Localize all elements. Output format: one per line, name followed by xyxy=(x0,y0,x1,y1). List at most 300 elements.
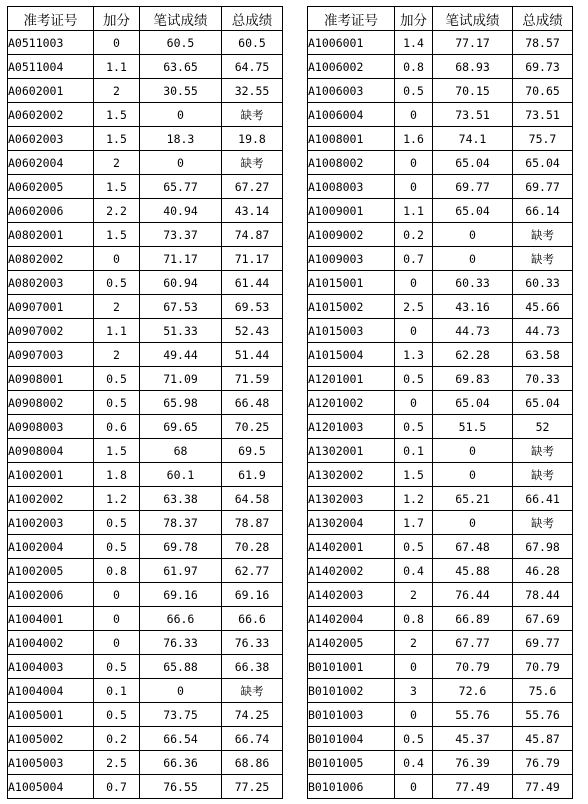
cell-total-score: 缺考 xyxy=(222,679,283,703)
cell-bonus: 0 xyxy=(395,391,433,415)
cell-total-score: 66.6 xyxy=(222,607,283,631)
table-row xyxy=(8,319,283,343)
cell-total-score: 64.75 xyxy=(222,55,283,79)
cell-total-score: 缺考 xyxy=(513,511,573,535)
cell-bonus: 0.8 xyxy=(94,559,140,583)
cell-total-score: 69.73 xyxy=(513,55,573,79)
cell-bonus: 2.5 xyxy=(395,295,433,319)
cell-exam-id: A0602003 xyxy=(8,127,94,151)
cell-exam-id: A1009003 xyxy=(308,247,395,271)
cell-written-score: 0 xyxy=(433,439,513,463)
cell-written-score: 76.39 xyxy=(433,751,513,775)
cell-exam-id: A1402003 xyxy=(308,583,395,607)
cell-written-score: 40.94 xyxy=(140,199,222,223)
table-row xyxy=(8,751,283,775)
table-row xyxy=(308,583,573,607)
table-row xyxy=(8,55,283,79)
cell-bonus: 0 xyxy=(395,655,433,679)
table-row xyxy=(308,415,573,439)
cell-total-score: 74.87 xyxy=(222,223,283,247)
table-row xyxy=(8,511,283,535)
cell-exam-id: A0802003 xyxy=(8,271,94,295)
cell-total-score: 46.28 xyxy=(513,559,573,583)
cell-written-score: 65.21 xyxy=(433,487,513,511)
cell-exam-id: A1002004 xyxy=(8,535,94,559)
score-table-left xyxy=(7,6,283,799)
table-row xyxy=(308,343,573,367)
cell-exam-id: A1002001 xyxy=(8,463,94,487)
cell-bonus: 1.7 xyxy=(395,511,433,535)
cell-written-score: 60.33 xyxy=(433,271,513,295)
cell-written-score: 0 xyxy=(433,463,513,487)
cell-exam-id: A1015002 xyxy=(308,295,395,319)
cell-total-score: 67.98 xyxy=(513,535,573,559)
table-row xyxy=(308,295,573,319)
cell-bonus: 1.5 xyxy=(94,103,140,127)
cell-written-score: 65.88 xyxy=(140,655,222,679)
cell-written-score: 63.38 xyxy=(140,487,222,511)
cell-total-score: 65.04 xyxy=(513,151,573,175)
cell-exam-id: A1009002 xyxy=(308,223,395,247)
cell-bonus: 0 xyxy=(94,583,140,607)
cell-bonus: 2.5 xyxy=(94,751,140,775)
cell-bonus: 0.1 xyxy=(395,439,433,463)
table-row xyxy=(8,223,283,247)
cell-written-score: 67.48 xyxy=(433,535,513,559)
table-row xyxy=(8,199,283,223)
cell-bonus: 1.1 xyxy=(395,199,433,223)
cell-exam-id: A1004002 xyxy=(8,631,94,655)
table-row xyxy=(8,127,283,151)
cell-total-score: 55.76 xyxy=(513,703,573,727)
cell-bonus: 2 xyxy=(94,295,140,319)
table-row xyxy=(8,655,283,679)
cell-total-score: 73.51 xyxy=(513,103,573,127)
cell-written-score: 0 xyxy=(433,511,513,535)
cell-total-score: 75.6 xyxy=(513,679,573,703)
cell-bonus: 0 xyxy=(94,631,140,655)
cell-bonus: 1.5 xyxy=(94,175,140,199)
header-total-score: 总成绩 xyxy=(222,7,283,31)
cell-exam-id: A1009001 xyxy=(308,199,395,223)
cell-written-score: 69.83 xyxy=(433,367,513,391)
cell-written-score: 73.75 xyxy=(140,703,222,727)
table-row xyxy=(308,703,573,727)
cell-bonus: 2 xyxy=(395,583,433,607)
cell-exam-id: A0602001 xyxy=(8,79,94,103)
cell-total-score: 64.58 xyxy=(222,487,283,511)
cell-total-score: 75.7 xyxy=(513,127,573,151)
table-row xyxy=(8,175,283,199)
header-row xyxy=(8,7,283,31)
cell-bonus: 0 xyxy=(94,31,140,55)
cell-written-score: 0 xyxy=(140,103,222,127)
cell-bonus: 0 xyxy=(395,775,433,799)
cell-bonus: 0.8 xyxy=(395,607,433,631)
cell-exam-id: B0101004 xyxy=(308,727,395,751)
table-row xyxy=(308,199,573,223)
cell-total-score: 62.77 xyxy=(222,559,283,583)
cell-bonus: 0.5 xyxy=(94,391,140,415)
cell-written-score: 60.5 xyxy=(140,31,222,55)
cell-exam-id: A1302003 xyxy=(308,487,395,511)
cell-written-score: 77.49 xyxy=(433,775,513,799)
cell-exam-id: A1008003 xyxy=(308,175,395,199)
cell-written-score: 66.36 xyxy=(140,751,222,775)
cell-bonus: 0.5 xyxy=(94,271,140,295)
cell-exam-id: A1005001 xyxy=(8,703,94,727)
cell-bonus: 2 xyxy=(395,631,433,655)
table-row xyxy=(8,367,283,391)
cell-total-score: 51.44 xyxy=(222,343,283,367)
table-row xyxy=(308,319,573,343)
cell-total-score: 77.25 xyxy=(222,775,283,799)
cell-exam-id: A1002003 xyxy=(8,511,94,535)
cell-bonus: 0 xyxy=(395,151,433,175)
cell-total-score: 71.17 xyxy=(222,247,283,271)
table-row xyxy=(8,727,283,751)
table-row xyxy=(8,415,283,439)
table-row xyxy=(308,247,573,271)
table-row xyxy=(8,463,283,487)
table-row xyxy=(8,487,283,511)
cell-written-score: 69.77 xyxy=(433,175,513,199)
cell-total-score: 78.87 xyxy=(222,511,283,535)
cell-written-score: 65.77 xyxy=(140,175,222,199)
table-row xyxy=(308,439,573,463)
cell-bonus: 0.5 xyxy=(94,367,140,391)
cell-bonus: 0 xyxy=(395,271,433,295)
header-written-score: 笔试成绩 xyxy=(433,7,513,31)
cell-exam-id: A1006004 xyxy=(308,103,395,127)
cell-bonus: 1.3 xyxy=(395,343,433,367)
table-row xyxy=(308,103,573,127)
cell-total-score: 45.66 xyxy=(513,295,573,319)
cell-written-score: 0 xyxy=(140,151,222,175)
cell-bonus: 0.5 xyxy=(395,415,433,439)
cell-exam-id: A1005003 xyxy=(8,751,94,775)
cell-written-score: 74.1 xyxy=(433,127,513,151)
table-row xyxy=(308,751,573,775)
cell-bonus: 2 xyxy=(94,343,140,367)
table-row xyxy=(308,31,573,55)
header-written-score: 笔试成绩 xyxy=(140,7,222,31)
cell-total-score: 66.74 xyxy=(222,727,283,751)
cell-written-score: 62.28 xyxy=(433,343,513,367)
header-exam-id: 准考证号 xyxy=(8,7,94,31)
cell-total-score: 缺考 xyxy=(513,439,573,463)
cell-written-score: 0 xyxy=(433,223,513,247)
table-row xyxy=(8,103,283,127)
cell-exam-id: A1402002 xyxy=(308,559,395,583)
table-row xyxy=(308,55,573,79)
cell-total-score: 69.53 xyxy=(222,295,283,319)
cell-total-score: 63.58 xyxy=(513,343,573,367)
cell-bonus: 1.2 xyxy=(395,487,433,511)
cell-total-score: 69.77 xyxy=(513,175,573,199)
table-row xyxy=(308,727,573,751)
cell-written-score: 65.04 xyxy=(433,391,513,415)
cell-exam-id: A0908001 xyxy=(8,367,94,391)
cell-written-score: 44.73 xyxy=(433,319,513,343)
cell-total-score: 66.48 xyxy=(222,391,283,415)
cell-bonus: 0.5 xyxy=(94,655,140,679)
cell-written-score: 76.33 xyxy=(140,631,222,655)
cell-total-score: 缺考 xyxy=(513,463,573,487)
cell-bonus: 3 xyxy=(395,679,433,703)
table-row xyxy=(308,487,573,511)
cell-total-score: 45.87 xyxy=(513,727,573,751)
cell-exam-id: A1015001 xyxy=(308,271,395,295)
table-row xyxy=(308,679,573,703)
cell-written-score: 60.94 xyxy=(140,271,222,295)
cell-total-score: 70.33 xyxy=(513,367,573,391)
cell-written-score: 30.55 xyxy=(140,79,222,103)
cell-exam-id: A0907001 xyxy=(8,295,94,319)
cell-bonus: 2 xyxy=(94,151,140,175)
cell-total-score: 67.27 xyxy=(222,175,283,199)
table-row xyxy=(308,223,573,247)
cell-bonus: 1.1 xyxy=(94,319,140,343)
cell-exam-id: B0101005 xyxy=(308,751,395,775)
cell-exam-id: A1006003 xyxy=(308,79,395,103)
cell-total-score: 76.79 xyxy=(513,751,573,775)
cell-total-score: 60.5 xyxy=(222,31,283,55)
table-row xyxy=(308,559,573,583)
table-row xyxy=(308,175,573,199)
cell-written-score: 71.17 xyxy=(140,247,222,271)
cell-bonus: 1.1 xyxy=(94,55,140,79)
cell-written-score: 67.77 xyxy=(433,631,513,655)
cell-written-score: 18.3 xyxy=(140,127,222,151)
cell-bonus: 0 xyxy=(395,103,433,127)
cell-written-score: 55.76 xyxy=(433,703,513,727)
cell-written-score: 68.93 xyxy=(433,55,513,79)
cell-total-score: 缺考 xyxy=(513,247,573,271)
cell-written-score: 69.78 xyxy=(140,535,222,559)
cell-total-score: 缺考 xyxy=(222,103,283,127)
cell-bonus: 2 xyxy=(94,79,140,103)
header-exam-id: 准考证号 xyxy=(308,7,395,31)
table-row xyxy=(308,463,573,487)
cell-exam-id: B0101003 xyxy=(308,703,395,727)
cell-written-score: 70.15 xyxy=(433,79,513,103)
cell-exam-id: A0907003 xyxy=(8,343,94,367)
cell-written-score: 49.44 xyxy=(140,343,222,367)
cell-bonus: 0.5 xyxy=(94,703,140,727)
cell-exam-id: B0101006 xyxy=(308,775,395,799)
cell-written-score: 65.04 xyxy=(433,151,513,175)
cell-written-score: 43.16 xyxy=(433,295,513,319)
cell-exam-id: A1006001 xyxy=(308,31,395,55)
cell-bonus: 0.5 xyxy=(94,511,140,535)
cell-bonus: 0.4 xyxy=(395,559,433,583)
cell-total-score: 68.86 xyxy=(222,751,283,775)
cell-bonus: 1.4 xyxy=(395,31,433,55)
cell-total-score: 缺考 xyxy=(513,223,573,247)
cell-bonus: 2.2 xyxy=(94,199,140,223)
cell-exam-id: A1302002 xyxy=(308,463,395,487)
table-row xyxy=(8,295,283,319)
cell-written-score: 66.54 xyxy=(140,727,222,751)
cell-exam-id: A0802002 xyxy=(8,247,94,271)
cell-total-score: 19.8 xyxy=(222,127,283,151)
cell-total-score: 52.43 xyxy=(222,319,283,343)
table-row xyxy=(8,775,283,799)
cell-written-score: 69.16 xyxy=(140,583,222,607)
header-bonus: 加分 xyxy=(94,7,140,31)
cell-bonus: 0.8 xyxy=(395,55,433,79)
table-row xyxy=(308,79,573,103)
cell-bonus: 0 xyxy=(395,703,433,727)
cell-exam-id: A1302001 xyxy=(308,439,395,463)
table-row xyxy=(8,439,283,463)
table-row xyxy=(8,679,283,703)
cell-exam-id: A1004001 xyxy=(8,607,94,631)
cell-written-score: 71.09 xyxy=(140,367,222,391)
table-row xyxy=(8,343,283,367)
cell-total-score: 32.55 xyxy=(222,79,283,103)
table-row xyxy=(308,127,573,151)
cell-bonus: 0.5 xyxy=(395,79,433,103)
cell-written-score: 65.98 xyxy=(140,391,222,415)
table-row xyxy=(8,31,283,55)
cell-exam-id: A1002006 xyxy=(8,583,94,607)
table-row xyxy=(308,607,573,631)
cell-written-score: 45.37 xyxy=(433,727,513,751)
table-body-right xyxy=(308,31,573,799)
cell-bonus: 1.2 xyxy=(94,487,140,511)
cell-exam-id: A1201001 xyxy=(308,367,395,391)
cell-exam-id: B0101002 xyxy=(308,679,395,703)
cell-bonus: 0.5 xyxy=(395,727,433,751)
cell-written-score: 78.37 xyxy=(140,511,222,535)
cell-bonus: 0.5 xyxy=(395,367,433,391)
cell-total-score: 78.44 xyxy=(513,583,573,607)
cell-exam-id: A1004004 xyxy=(8,679,94,703)
cell-total-score: 66.38 xyxy=(222,655,283,679)
cell-total-score: 66.41 xyxy=(513,487,573,511)
cell-written-score: 51.33 xyxy=(140,319,222,343)
cell-written-score: 66.6 xyxy=(140,607,222,631)
cell-bonus: 1.6 xyxy=(395,127,433,151)
cell-total-score: 65.04 xyxy=(513,391,573,415)
cell-total-score: 76.33 xyxy=(222,631,283,655)
cell-written-score: 76.44 xyxy=(433,583,513,607)
cell-exam-id: A0511003 xyxy=(8,31,94,55)
cell-bonus: 1.5 xyxy=(94,439,140,463)
cell-exam-id: A0908003 xyxy=(8,415,94,439)
cell-exam-id: A0908004 xyxy=(8,439,94,463)
cell-written-score: 63.65 xyxy=(140,55,222,79)
cell-written-score: 60.1 xyxy=(140,463,222,487)
cell-total-score: 69.77 xyxy=(513,631,573,655)
cell-written-score: 65.04 xyxy=(433,199,513,223)
cell-total-score: 61.44 xyxy=(222,271,283,295)
cell-bonus: 0.5 xyxy=(395,535,433,559)
cell-exam-id: A1015004 xyxy=(308,343,395,367)
cell-exam-id: A0602005 xyxy=(8,175,94,199)
cell-exam-id: A1201003 xyxy=(308,415,395,439)
table-row xyxy=(8,391,283,415)
table-row xyxy=(308,391,573,415)
cell-written-score: 73.37 xyxy=(140,223,222,247)
cell-written-score: 61.97 xyxy=(140,559,222,583)
cell-exam-id: A0907002 xyxy=(8,319,94,343)
table-row xyxy=(308,655,573,679)
cell-bonus: 0 xyxy=(94,247,140,271)
cell-exam-id: A1006002 xyxy=(308,55,395,79)
cell-total-score: 70.65 xyxy=(513,79,573,103)
cell-written-score: 66.89 xyxy=(433,607,513,631)
cell-exam-id: A1201002 xyxy=(308,391,395,415)
table-row xyxy=(308,271,573,295)
cell-total-score: 60.33 xyxy=(513,271,573,295)
header-bonus: 加分 xyxy=(395,7,433,31)
cell-total-score: 70.25 xyxy=(222,415,283,439)
table-row xyxy=(8,271,283,295)
cell-exam-id: B0101001 xyxy=(308,655,395,679)
cell-exam-id: A1002005 xyxy=(8,559,94,583)
cell-total-score: 43.14 xyxy=(222,199,283,223)
cell-exam-id: A0908002 xyxy=(8,391,94,415)
table-row xyxy=(8,79,283,103)
cell-bonus: 1.5 xyxy=(94,127,140,151)
cell-written-score: 77.17 xyxy=(433,31,513,55)
cell-exam-id: A1402004 xyxy=(308,607,395,631)
cell-written-score: 51.5 xyxy=(433,415,513,439)
cell-bonus: 1.8 xyxy=(94,463,140,487)
cell-bonus: 0 xyxy=(94,607,140,631)
table-row xyxy=(8,247,283,271)
cell-total-score: 67.69 xyxy=(513,607,573,631)
cell-written-score: 45.88 xyxy=(433,559,513,583)
cell-exam-id: A1002002 xyxy=(8,487,94,511)
score-table-right xyxy=(307,6,573,799)
table-row xyxy=(308,151,573,175)
cell-total-score: 74.25 xyxy=(222,703,283,727)
table-row xyxy=(308,367,573,391)
cell-total-score: 69.5 xyxy=(222,439,283,463)
table-row xyxy=(308,775,573,799)
cell-written-score: 0 xyxy=(140,679,222,703)
cell-exam-id: A1005002 xyxy=(8,727,94,751)
cell-exam-id: A0602004 xyxy=(8,151,94,175)
cell-total-score: 77.49 xyxy=(513,775,573,799)
cell-written-score: 67.53 xyxy=(140,295,222,319)
cell-exam-id: A1008002 xyxy=(308,151,395,175)
cell-bonus: 0.4 xyxy=(395,751,433,775)
cell-exam-id: A1015003 xyxy=(308,319,395,343)
cell-bonus: 0.7 xyxy=(395,247,433,271)
cell-exam-id: A0802001 xyxy=(8,223,94,247)
cell-total-score: 缺考 xyxy=(222,151,283,175)
cell-written-score: 72.6 xyxy=(433,679,513,703)
cell-bonus: 0 xyxy=(395,319,433,343)
table-row xyxy=(308,535,573,559)
cell-exam-id: A1004003 xyxy=(8,655,94,679)
cell-total-score: 71.59 xyxy=(222,367,283,391)
cell-written-score: 0 xyxy=(433,247,513,271)
cell-total-score: 78.57 xyxy=(513,31,573,55)
cell-exam-id: A1005004 xyxy=(8,775,94,799)
cell-exam-id: A1402005 xyxy=(308,631,395,655)
table-row xyxy=(8,607,283,631)
cell-bonus: 0 xyxy=(395,175,433,199)
header-row xyxy=(308,7,573,31)
table-row xyxy=(8,559,283,583)
cell-exam-id: A0602002 xyxy=(8,103,94,127)
